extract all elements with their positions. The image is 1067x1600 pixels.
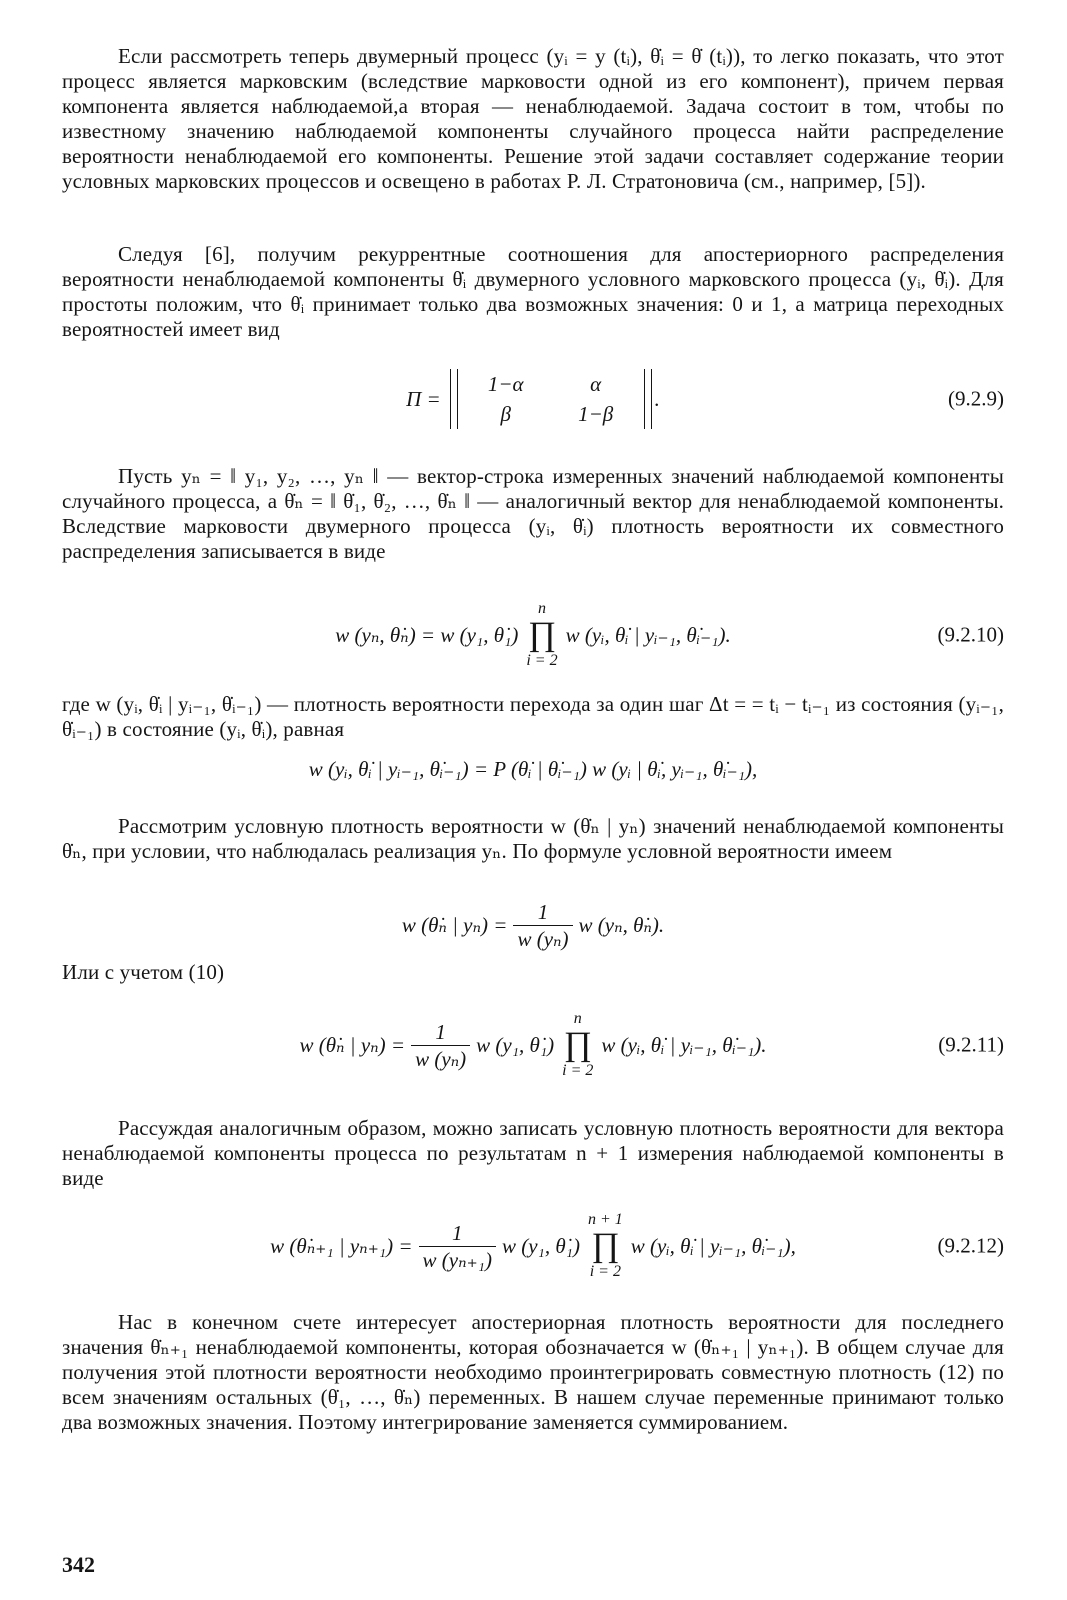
matrix-cell-21: β (500, 401, 511, 426)
product-operator: n + 1 ∏ i = 2 (587, 1211, 623, 1280)
matrix-cell-22: 1−β (578, 401, 614, 426)
eq-9-2-11-mid: w (y₁, θ̇₁) (476, 1032, 555, 1057)
paragraph-analogous-reasoning: Рассуждая аналогичным образом, можно записать условную плотность вероятности для вектора ненаблюдаемой компоненты процесса по результатам n + 1 измерения наблюдаемой компоненты в виде (62, 1116, 1004, 1190)
eq-9-2-12-mid: w (y₁, θ̇₁) (501, 1233, 580, 1258)
equation-conditional (62, 890, 1004, 960)
paragraph-recurrence-relations: Следуя [6], получим рекуррентные соотношения для апостериорного распределения вероятности ненаблюдаемой компоненты θ̇ᵢ двумерного условного марковского процесса (yᵢ, θ̇ᵢ). Для простоты положим, что θ̇ᵢ принимает только два возможных значения: 0 и 1, а матрица переходных вероятностей имеет вид (62, 242, 1004, 341)
paragraph-vector-definitions: Пусть yₙ = ‖ y₁, y₂, …, yₙ ‖ — вектор-строка измеренных значений наблюдаемой компоненты случайного процесса, а θ̇ₙ = ‖ θ̇₁, θ̇₂, …, θ̇ₙ ‖ — аналогичный вектор для ненаблюдаемой компоненты. Вследствие марковости двумерного процесса (yᵢ, θ̇ᵢ) плотность вероятности их совместного распределения записывается в виде (62, 464, 1004, 563)
eq-cond-rhs: w (yₙ, θ̇ₙ). (578, 912, 665, 937)
equation-number-9-2-12: (9.2.12) (937, 1233, 1004, 1258)
product-operator: n ∏ i = 2 (562, 1010, 594, 1079)
fraction: $\frac{1}{\text{w (yₙ)}}$ (411, 1019, 470, 1072)
eq-9-2-11-lhs: w (θ̇ₙ | yₙ) = (299, 1032, 406, 1057)
equation-number-9-2-9: (9.2.9) (948, 386, 1004, 411)
equation-9-2-9 (62, 354, 1004, 444)
equation-9-2-10 (62, 592, 1004, 678)
transition-matrix (447, 369, 655, 429)
fraction: $\frac{1}{\text{w (yₙ)}}$ (513, 899, 572, 952)
eq-9-2-11-rhs: w (yᵢ, θ̇ᵢ | yᵢ₋₁, θ̇ᵢ₋₁). (601, 1032, 767, 1057)
equation-number-9-2-10: (9.2.10) (937, 622, 1004, 647)
eq-9-2-9-lhs: Π = (406, 386, 441, 411)
paragraph-posterior-density: Нас в конечном счете интересует апостериорная плотность вероятности для последнего значения θ̇ₙ₊₁ ненаблюдаемой компоненты, которая обозначается w (θ̇ₙ₊₁ | yₙ₊₁). В общем случае для получения этой плотности вероятности необходимо проинтегрировать совместную плотность (12) по всем значениям остальных (θ̇₁, …, θ̇ₙ) переменных. В нашем случае переменные принимают только два возможных значения. Поэтому интегрирование заменяется суммированием. (62, 1310, 1004, 1434)
equation-9-2-11 (62, 990, 1004, 1100)
paragraph-two-dimensional-process: Если рассмотреть теперь двумерный процесс (yᵢ = y (tᵢ), θ̇ᵢ = θ̇ (tᵢ)), то легко показать, что этот процесс является марковским (вследствие марковости одной из его компонент), причем первая компонента является наблюдаемой,а вторая — ненаблюдаемой. Задача состоит в том, чтобы по известному значению наблюдаемой компоненты случайного процесса найти распределение вероятности ненаблюдаемой его компоненты. Решение этой задачи составляет содержание теории условных марковских процессов и освещено в работах Р. Л. Стратоновича (см., например, [5]). (62, 44, 1004, 193)
eq-cond-lhs: w (θ̇ₙ | yₙ) = (401, 912, 508, 937)
equation-number-9-2-11: (9.2.11) (938, 1032, 1004, 1057)
eq-9-2-12-rhs: w (yᵢ, θ̇ᵢ | yᵢ₋₁, θ̇ᵢ₋₁), (630, 1233, 796, 1258)
eq-9-2-9-tail: . (654, 386, 660, 411)
eq-9-2-12-lhs: w (θ̇ₙ₊₁ | yₙ₊₁) = (270, 1233, 413, 1258)
eq-9-2-10-lhs: w (yₙ, θ̇ₙ) = w (y₁, θ̇₁) (335, 622, 519, 647)
page-content (62, 44, 1004, 1435)
page-number: 342 (62, 1552, 95, 1577)
paragraph-transition-density: где w (yᵢ, θ̇ᵢ | yᵢ₋₁, θ̇ᵢ₋₁) — плотность вероятности перехода за один шаг Δt = = tᵢ − tᵢ₋₁ из состояния (yᵢ₋₁, θ̇ᵢ₋₁) в состояние (yᵢ, θ̇ᵢ), равная (62, 692, 1004, 741)
paragraph-with-reference: Или с учетом (10) (62, 960, 225, 984)
paragraph-conditional-density: Рассмотрим условную плотность вероятности w (θ̇ₙ | yₙ) значений ненаблюдаемой компоненты θ̇ₙ, при условии, что наблюдалась реализация yₙ. По формуле условной вероятности имеем (62, 814, 1004, 863)
equation-9-2-12 (62, 1196, 1004, 1296)
fraction: $\frac{1}{\text{w (yₙ₊₁)}}$ (419, 1220, 496, 1273)
eq-transition-text: w (yᵢ, θ̇ᵢ | yᵢ₋₁, θ̇ᵢ₋₁) = P (θ̇ᵢ | θ̇ᵢ₋₁) w (yᵢ | θ̇ᵢ, yᵢ₋₁, θ̇ᵢ₋₁), (308, 756, 758, 781)
equation-transition (62, 746, 1004, 792)
matrix-cell-11: 1−α (487, 371, 524, 396)
product-operator: n ∏ i = 2 (526, 600, 558, 669)
eq-9-2-10-rhs: w (yᵢ, θ̇ᵢ | yᵢ₋₁, θ̇ᵢ₋₁). (565, 622, 731, 647)
matrix-cell-12: α (590, 371, 602, 396)
